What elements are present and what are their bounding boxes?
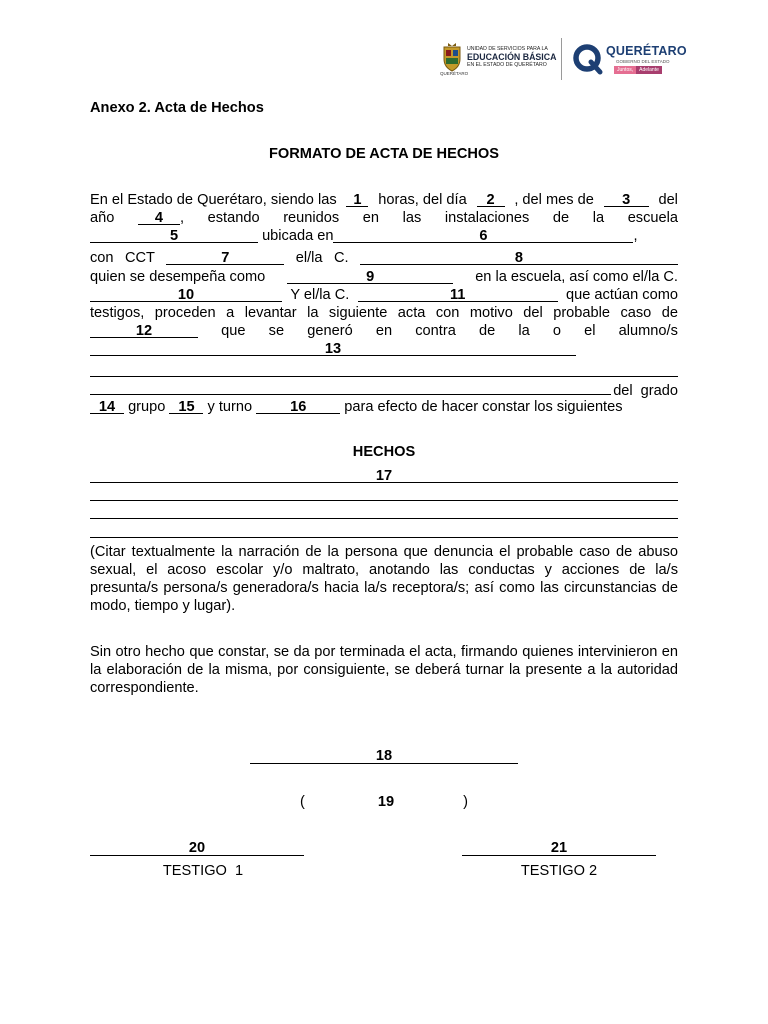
body-line-7: testigos, proceden a levantar la siguiente acta con motivo del probable caso de <box>90 305 678 321</box>
field-10[interactable]: 10 <box>90 286 282 302</box>
text: reunidos <box>283 210 340 226</box>
text: CCT <box>124 250 155 266</box>
field-3[interactable]: 3 <box>604 191 649 207</box>
blank-line[interactable] <box>90 376 678 377</box>
field-1[interactable]: 1 <box>346 191 368 207</box>
queretaro-subtitle: GOBIERNO DEL ESTADO <box>616 59 670 64</box>
tagline-part2: Adelante <box>636 66 662 74</box>
text: para efecto de hacer constar los siguientes <box>344 399 623 415</box>
text: el/la <box>295 250 323 266</box>
header-logos <box>440 38 687 80</box>
usebeq-line3: EN EL ESTADO DE QUERÉTARO <box>467 62 547 68</box>
usebeq-line1: UNIDAD DE SERVICIOS PARA LA <box>467 46 548 52</box>
text: En el Estado de Querétaro, siendo las <box>90 192 337 208</box>
field-16[interactable]: 16 <box>256 398 340 414</box>
field-11[interactable]: 11 <box>358 286 558 302</box>
body-line-11 <box>90 380 678 398</box>
text: del <box>613 383 633 399</box>
body-line-9 <box>90 340 678 358</box>
hechos-line-1 <box>90 467 678 485</box>
text: con <box>90 250 114 266</box>
text: las <box>402 210 422 226</box>
paren-close: ) <box>463 794 468 810</box>
witness-2-label: TESTIGO 2 <box>520 863 598 879</box>
body-line-8 <box>90 322 678 340</box>
name-field-19 <box>300 793 468 811</box>
paren-open: ( <box>300 794 305 810</box>
field-19[interactable]: 19 <box>377 794 395 810</box>
usebeq-line2: EDUCACIÓN BÁSICA <box>467 52 557 62</box>
text: de <box>552 210 570 226</box>
text: escuela <box>627 210 678 226</box>
text: o <box>552 323 561 339</box>
field-8[interactable]: 8 <box>360 249 678 265</box>
text: instalaciones <box>444 210 530 226</box>
text: el <box>584 323 596 339</box>
text: ubicada en <box>262 228 334 244</box>
field-13[interactable]: 13 <box>90 340 576 356</box>
text: grado <box>640 383 678 399</box>
text: la <box>592 210 605 226</box>
text: grupo <box>128 399 166 415</box>
field-4-group <box>138 209 184 227</box>
text: Y el/la C. <box>290 287 350 303</box>
body-line-4 <box>90 249 678 267</box>
queretaro-tagline <box>614 66 662 74</box>
queretaro-q-icon <box>571 42 605 76</box>
witness-1-signature-field[interactable]: 20 <box>90 839 304 856</box>
body-line-1 <box>90 191 678 209</box>
body-line-6 <box>90 286 678 304</box>
text: en <box>375 323 393 339</box>
closing-paragraph: Sin otro hecho que constar, se da por terminada el acta, firmando quienes intervinieron en la elaboración de la misma, por consiguiente, se deberá turnar la presente a la autoridad correspondiente. <box>90 644 678 696</box>
text: C. <box>333 250 349 266</box>
field-4[interactable]: 4 <box>138 209 180 225</box>
text: contra <box>415 323 456 339</box>
seal-caption: QUERÉTARO <box>440 71 469 76</box>
text: del <box>658 192 678 208</box>
text: , <box>633 228 638 244</box>
instructions-note: (Citar textualmente la narración de la persona que denuncia el probable caso de abuso sexual, el acoso escolar y/o maltrato, anotando las conductas y acciones de la/s presunta/s persona/s generadora/s hacia la/s receptora/s; así como las circunstancias de modo, tiempo y lugar). <box>90 544 678 614</box>
field-5[interactable]: 5 <box>90 227 258 243</box>
hechos-title: HECHOS <box>352 444 416 460</box>
blank-fill[interactable] <box>90 380 611 395</box>
text: la <box>518 323 530 339</box>
form-title: FORMATO DE ACTA DE HECHOS <box>269 146 499 162</box>
field-15[interactable]: 15 <box>169 398 203 414</box>
text: horas, del día <box>378 192 467 208</box>
text: se <box>268 323 285 339</box>
hechos-blank-line[interactable] <box>90 518 678 519</box>
annex-title: Anexo 2. Acta de Hechos <box>90 100 264 116</box>
text: , <box>179 210 185 226</box>
witness-1-label: TESTIGO 1 <box>162 863 244 879</box>
field-17[interactable]: 17 <box>90 467 678 483</box>
text: estando <box>207 210 260 226</box>
hechos-blank-line[interactable] <box>90 537 678 538</box>
logo-divider <box>561 38 562 80</box>
text: año <box>90 210 115 226</box>
field-6[interactable]: 6 <box>333 227 633 243</box>
text: en <box>362 210 380 226</box>
text: generó <box>307 323 353 339</box>
text: alumno/s <box>618 323 678 339</box>
body-line-2 <box>90 209 678 227</box>
field-14[interactable]: 14 <box>90 398 124 414</box>
text: que actúan como <box>566 287 678 303</box>
field-9[interactable]: 9 <box>287 268 453 284</box>
field-7[interactable]: 7 <box>166 249 284 265</box>
text: y turno <box>207 399 253 415</box>
body-line-12 <box>90 398 678 416</box>
field-12[interactable]: 12 <box>90 322 198 338</box>
queretaro-wordmark: QUERÉTARO <box>606 44 687 58</box>
text: , del mes de <box>514 192 594 208</box>
body-line-3 <box>90 227 678 245</box>
field-2[interactable]: 2 <box>477 191 505 207</box>
signature-field-18[interactable]: 18 <box>250 747 518 764</box>
text: en la escuela, así como el/la C. <box>475 269 678 285</box>
tagline-part1: Juntos, <box>614 66 636 74</box>
body-line-5 <box>90 268 678 286</box>
witness-2-signature-field[interactable]: 21 <box>462 839 656 856</box>
text: que <box>221 323 246 339</box>
text: de <box>478 323 496 339</box>
text: quien se desempeña como <box>90 269 266 285</box>
hechos-blank-line[interactable] <box>90 500 678 501</box>
